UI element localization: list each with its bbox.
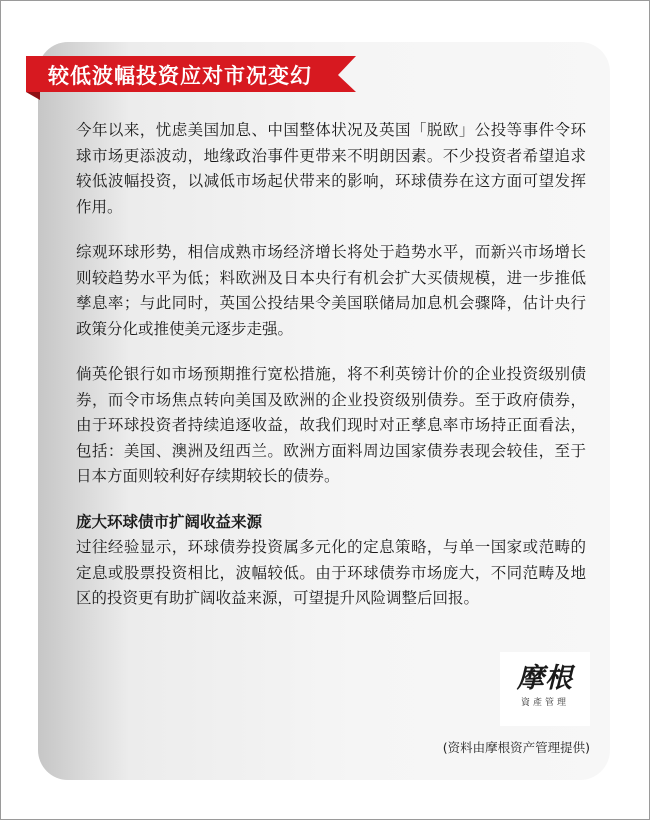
banner-title: 较低波幅投资应对市况变幻 [48,64,312,88]
source-credit: (资料由摩根资产管理提供) [442,740,590,755]
section-paragraph: 过往经验显示，环球债券投资属多元化的定息策略，与单一国家或范畴的定息或股票投资相比，波幅较低。由于环球债券市场庞大，不同范畴及地区的投资更有助扩阔收益来源，可望提升风险调整后回报。 [76,538,586,607]
title-banner [26,56,356,100]
logo-sub-text: 資產管理 [520,698,569,708]
section-heading: 庞大环球债市扩阔收益来源 [76,512,263,531]
paragraph-3: 倘英伦银行如市场预期推行宽松措施，将不利英镑计价的企业投资级别债券，而令市场焦点转向美国及欧洲的企业投资级别债券。至于政府债券，由于环球投资者持续追逐收益，故我们现时对正孳息率市场持正面看法，包括：美国、澳洲及纽西兰。欧洲方面料周边国家债券表现会较佳，至于日本方面则较利好存续期较长的债券。 [76,365,586,485]
logo-main-text: 摩根 [517,663,573,694]
jpmorgan-logo [500,652,590,726]
paragraph-1: 今年以来，忧虑美国加息、中国整体状况及英国「脱欧」公投等事件令环球市场更添波动，地缘政治事件更带来不明朗因素。不少投资者希望追求较低波幅投资，以减低市场起伏带来的影响，环球债券在这方面可望发挥作用。 [76,121,586,216]
article-body [76,118,586,632]
paragraph-2: 综观环球形势，相信成熟市场经济增长将处于趋势水平，而新兴市场增长则较趋势水平为低；料欧洲及日本央行有机会扩大买债规模，进一步推低孳息率；与此同时，英国公投结果令美国联储局加息机会骤降，估计央行政策分化或推使美元逐步走强。 [76,243,586,338]
